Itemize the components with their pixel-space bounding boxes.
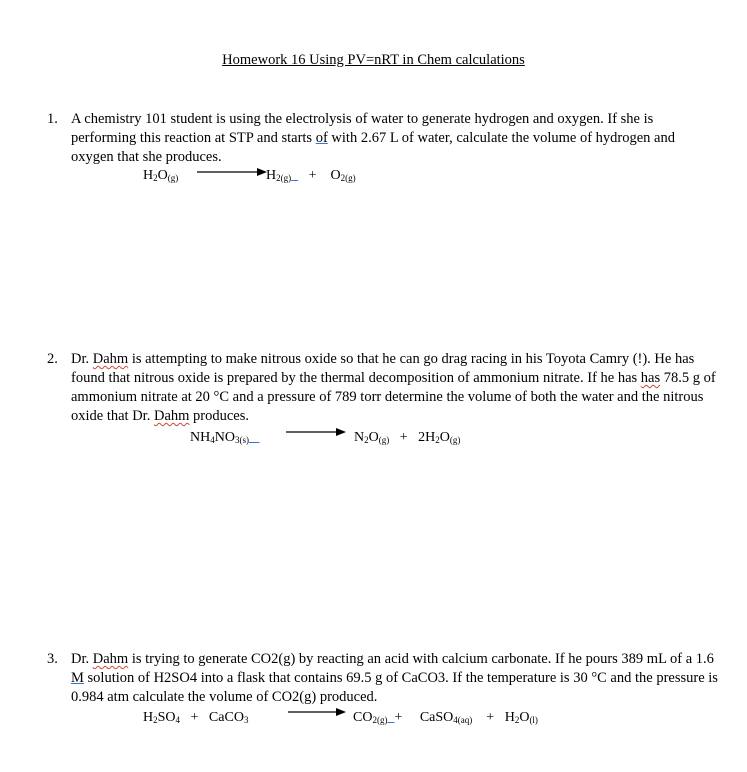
spellcheck-word: has: [640, 370, 661, 386]
underlined-word: of: [315, 130, 328, 146]
spellcheck-word: Dahm: [92, 651, 129, 667]
question-number: 1.: [47, 111, 58, 127]
reaction-arrow-icon: [288, 707, 346, 717]
page-title: Homework 16 Using PV=nRT in Chem calculations: [222, 52, 525, 68]
spellcheck-word: Dahm: [92, 351, 129, 367]
question-number: 3.: [47, 651, 58, 667]
equation-3-reactants: $H_2SO_4$ + CaCO$_3$: [143, 710, 249, 725]
spellcheck-word: Dahm: [153, 408, 190, 424]
reaction-arrow-icon: [286, 427, 346, 437]
underlined-word: M: [71, 670, 84, 686]
equation-2-reactant: $NH_4NO_{3(s)}$: [190, 430, 249, 445]
equation-1-products: $H_{2(g)}$ + $O_{2(g)}$: [266, 168, 356, 183]
equation-2-products: $N_2O_{(g)} + 2H_2O_{(g)}$: [354, 430, 461, 445]
question-text: Dr. Dahm is attempting to make nitrous oxide so that he can go drag racing in his Toyota Camry (!). He has found that nitrous oxide is prepared by the thermal decomposition of ammonium nitrate. If he has has 78.5 g of ammonium nitrate at 20 °C and a pressure of 789 torr determine the volume of both the water and the nitrous oxide that Dr. Dahm produces.: [71, 351, 716, 424]
question-text: A chemistry 101 student is using the electrolysis of water to generate hydrogen and oxygen. If she is performing this reaction at STP and starts of with 2.67 L of water, calculate the volume of hydrogen and oxygen that she produces.: [71, 111, 675, 165]
reaction-arrow-icon: [197, 167, 267, 177]
equation-3-products: $CO_{2(g)}$ + CaSO$_{4(aq)}$ + $H_2O_{(l)}$: [353, 710, 538, 725]
question-text: Dr. Dahm is trying to generate CO2(g) by reacting an acid with calcium carbonate. If he pours 389 mL of a 1.6 M solution of H2SO4 into a flask that contains 69.5 g of CaCO3. If the temperature is 30 °C and the pressure is 0.984 atm calculate the volume of CO2(g) produced.: [71, 651, 718, 705]
equation-1-reactant: $H_2O_{(g)}$: [143, 168, 179, 183]
question-number: 2.: [47, 351, 58, 367]
